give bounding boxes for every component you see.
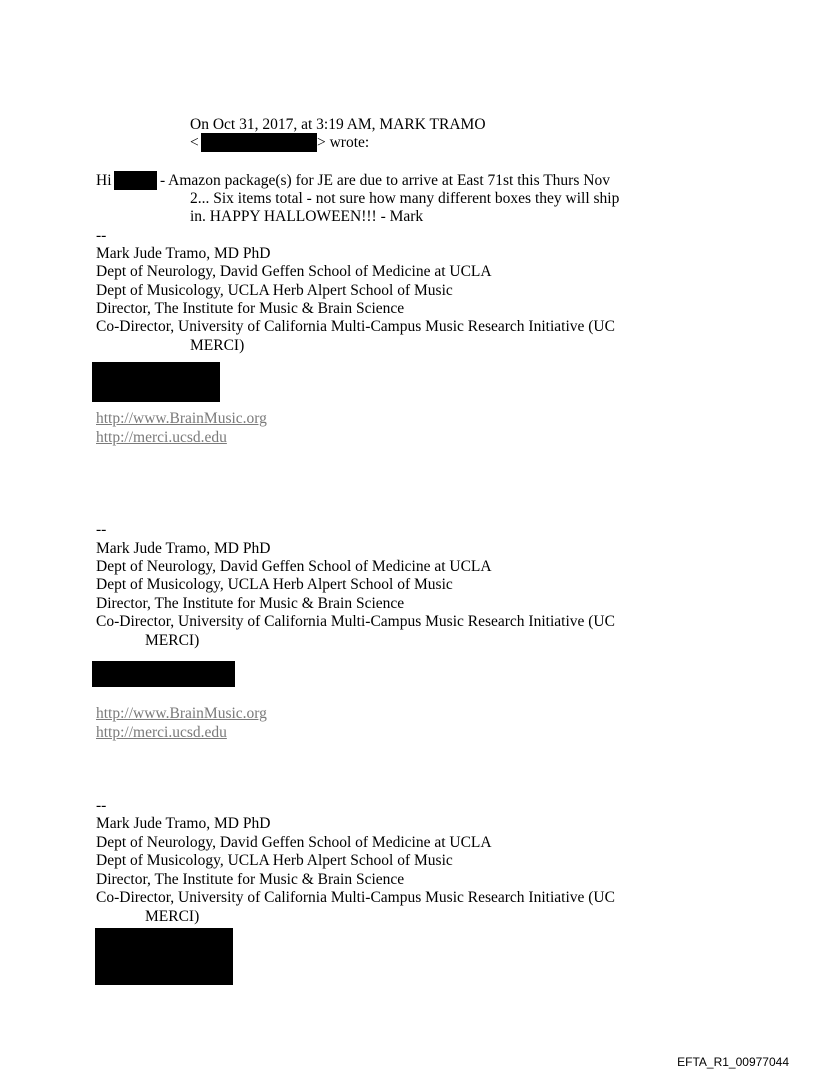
body-line: - Amazon package(s) for JE are due to arrive at East 71st this Thurs Nov — [160, 172, 610, 189]
signature-director: Director, The Institute for Music & Brain Science — [96, 595, 405, 612]
brainmusic-link[interactable]: http://www.BrainMusic.org — [96, 410, 267, 427]
signature-codirector: Co-Director, University of California Multi-Campus Music Research Initiative (UC — [96, 318, 615, 335]
greeting: Hi — [96, 172, 112, 189]
signature-dept: Dept of Musicology, UCLA Herb Alpert School of Music — [96, 282, 453, 299]
merci-link[interactable]: http://merci.ucsd.edu — [96, 724, 227, 741]
redaction-email — [201, 133, 317, 152]
signature-codirector-cont: MERCI) — [145, 632, 200, 649]
signature-separator: -- — [96, 521, 107, 538]
signature-director: Director, The Institute for Music & Brain Science — [96, 871, 405, 888]
signature-separator: -- — [96, 227, 107, 244]
signature-name: Mark Jude Tramo, MD PhD — [96, 245, 271, 262]
merci-link[interactable]: http://merci.ucsd.edu — [96, 429, 227, 446]
signature-codirector: Co-Director, University of California Multi-Campus Music Research Initiative (UC — [96, 889, 615, 906]
signature-dept: Dept of Musicology, UCLA Herb Alpert School of Music — [96, 576, 453, 593]
body-line: in. HAPPY HALLOWEEN!!! - Mark — [190, 208, 424, 225]
signature-dept: Dept of Neurology, David Geffen School of Medicine at UCLA — [96, 834, 492, 851]
quote-header-open: < — [190, 134, 199, 151]
signature-codirector-cont: MERCI) — [145, 908, 200, 925]
signature-name: Mark Jude Tramo, MD PhD — [96, 540, 271, 557]
signature-codirector: Co-Director, University of California Multi-Campus Music Research Initiative (UC — [96, 613, 615, 630]
redaction-block — [95, 928, 233, 985]
redaction-name — [114, 171, 157, 190]
signature-dept: Dept of Musicology, UCLA Herb Alpert School of Music — [96, 852, 453, 869]
redaction-block — [92, 661, 235, 687]
document-id: EFTA_R1_00977044 — [677, 1055, 789, 1069]
body-line: 2... Six items total - not sure how many different boxes they will ship — [190, 190, 620, 207]
signature-name: Mark Jude Tramo, MD PhD — [96, 815, 271, 832]
signature-dept: Dept of Neurology, David Geffen School of Medicine at UCLA — [96, 263, 492, 280]
signature-dept: Dept of Neurology, David Geffen School of Medicine at UCLA — [96, 558, 492, 575]
signature-codirector-cont: MERCI) — [190, 337, 245, 354]
redaction-block — [92, 362, 220, 402]
brainmusic-link[interactable]: http://www.BrainMusic.org — [96, 705, 267, 722]
quote-header-line: On Oct 31, 2017, at 3:19 AM, MARK TRAMO — [190, 116, 486, 133]
quote-header-close: > wrote: — [317, 134, 370, 151]
signature-separator: -- — [96, 797, 107, 814]
signature-director: Director, The Institute for Music & Brain Science — [96, 300, 405, 317]
